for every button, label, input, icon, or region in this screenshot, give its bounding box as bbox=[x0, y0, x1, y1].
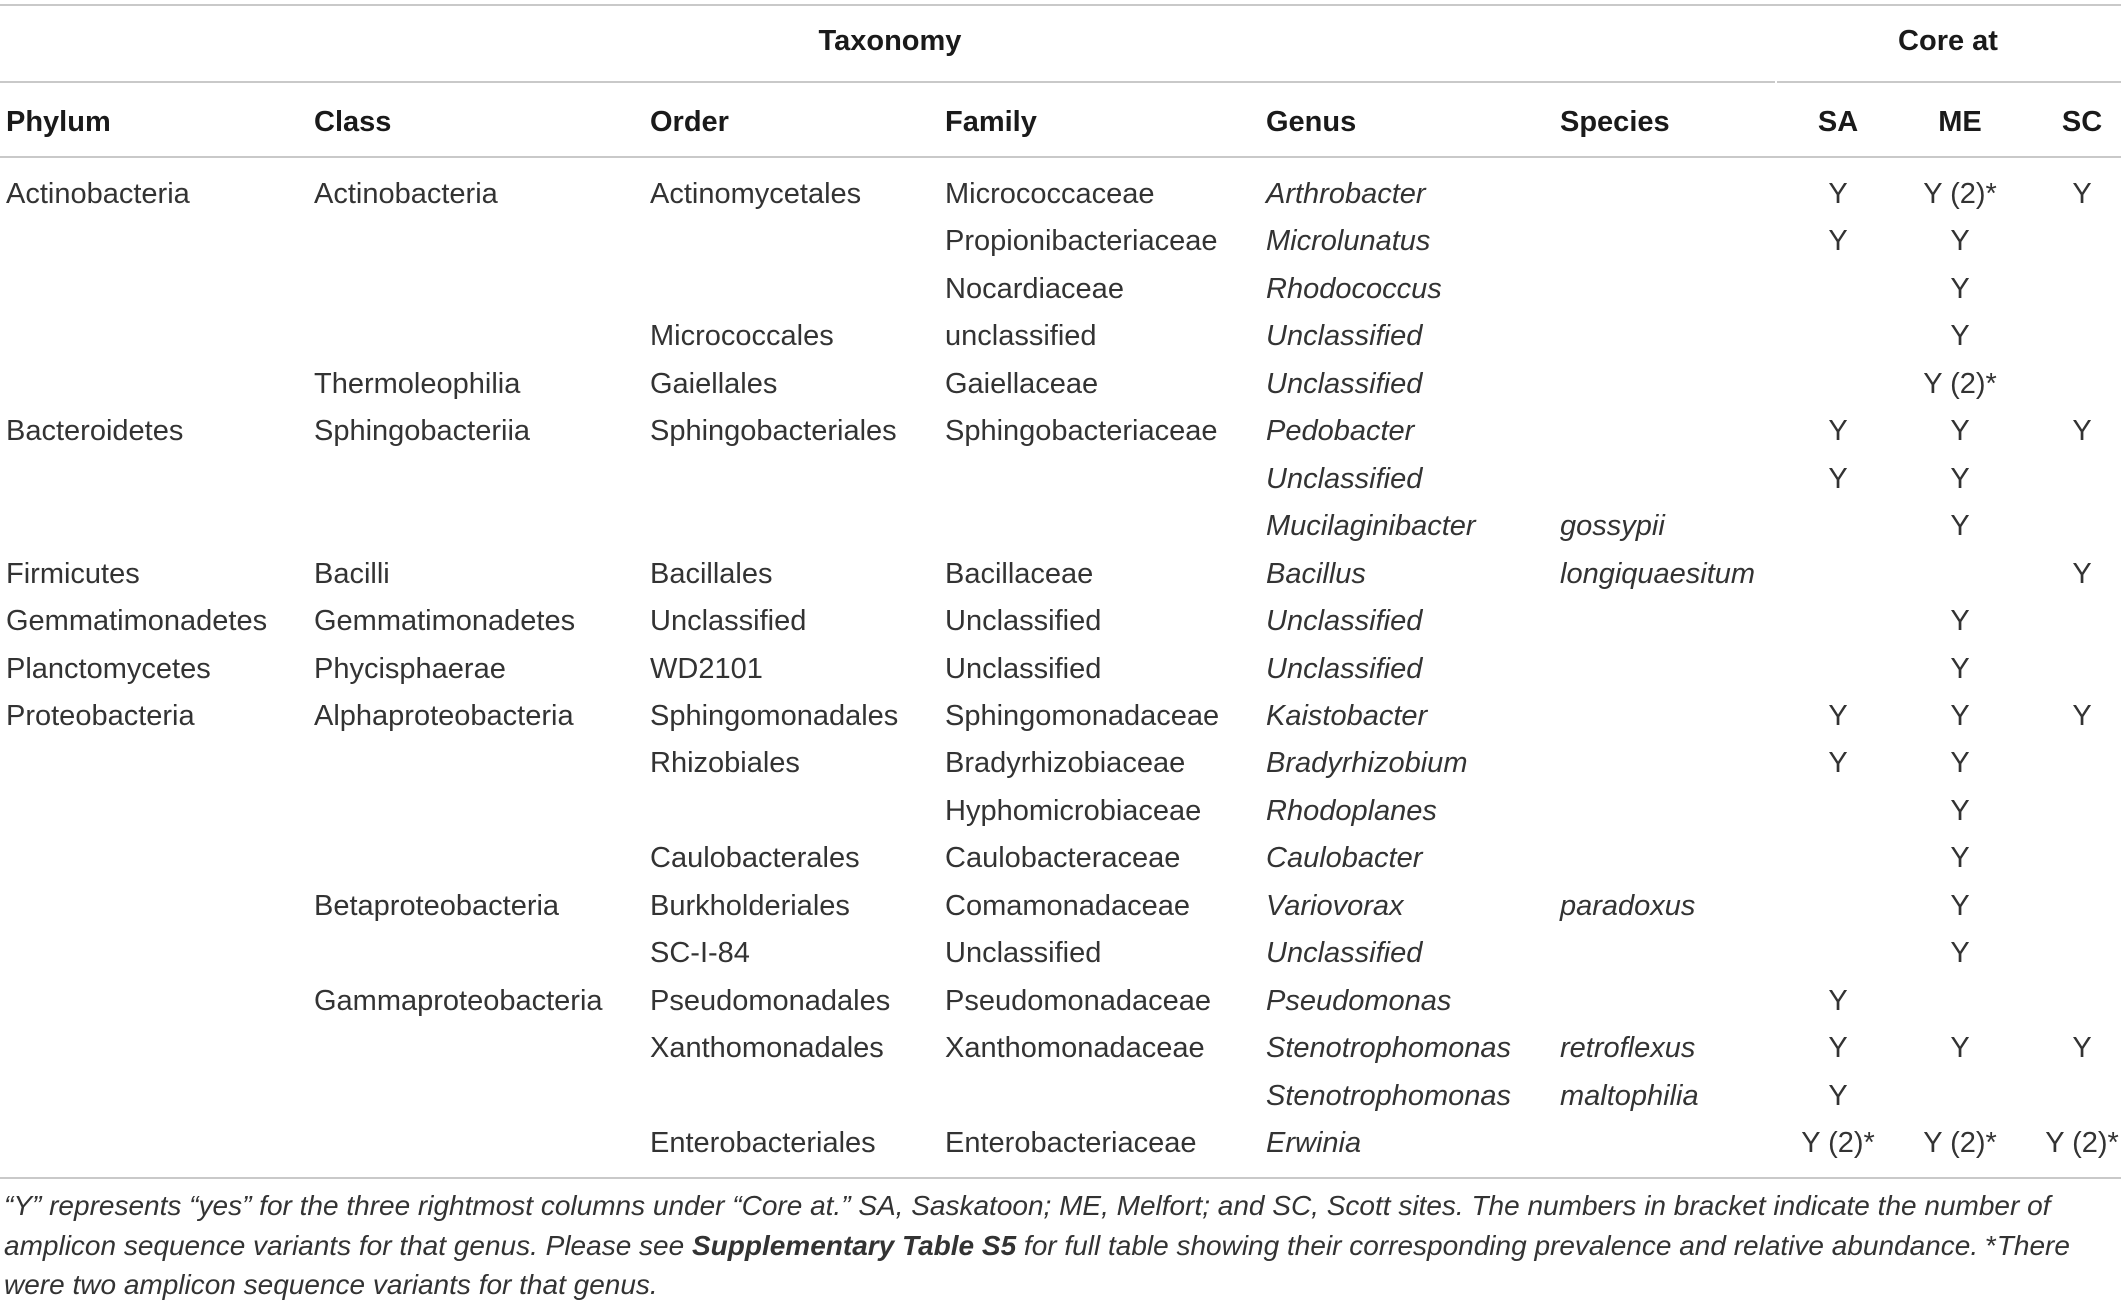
cell-me: Y (2)* bbox=[1923, 1127, 1997, 1159]
cell-sc: Y bbox=[2072, 415, 2092, 447]
cell-sc: Y bbox=[2072, 178, 2092, 210]
footnote-text-3: There were two amplicon sequence variants for that genus. bbox=[4, 1229, 2070, 1300]
column-header-sa: SA bbox=[1817, 106, 1859, 138]
cell-family: Unclassified bbox=[945, 605, 1102, 637]
cell-order: Caulobacterales bbox=[650, 842, 860, 874]
footnote-text-2: for full table showing their corresponding prevalence and relative abundance. bbox=[1016, 1229, 1986, 1261]
cell-family: Bacillaceae bbox=[945, 558, 1094, 590]
group-header-core-at: Core at bbox=[1898, 25, 1998, 57]
cell-family: Xanthomonadaceae bbox=[945, 1032, 1205, 1064]
cell-family: Pseudomonadaceae bbox=[945, 985, 1212, 1017]
cell-family: Unclassified bbox=[945, 653, 1102, 685]
cell-me: Y bbox=[1950, 842, 1970, 874]
cell-genus: Unclassified bbox=[1266, 937, 1423, 969]
cell-family: unclassified bbox=[945, 320, 1097, 352]
cell-genus: Stenotrophomonas bbox=[1266, 1080, 1512, 1112]
cell-me: Y bbox=[1950, 320, 1970, 352]
cell-genus: Unclassified bbox=[1266, 463, 1423, 495]
cell-order: Gaiellales bbox=[650, 368, 778, 400]
cell-genus: Kaistobacter bbox=[1266, 700, 1428, 732]
cell-me: Y bbox=[1950, 890, 1970, 922]
cell-sc: Y bbox=[2072, 1032, 2092, 1064]
column-header-class: Class bbox=[314, 106, 392, 138]
cell-phylum: Firmicutes bbox=[6, 558, 140, 590]
cell-family: Hyphomicrobiaceae bbox=[945, 795, 1202, 827]
cell-sa: Y bbox=[1828, 700, 1848, 732]
cell-order: Bacillales bbox=[650, 558, 773, 590]
cell-me: Y bbox=[1950, 653, 1970, 685]
column-header-sc: SC bbox=[2061, 106, 2103, 138]
cell-class: Bacilli bbox=[314, 558, 390, 590]
cell-family: Comamonadaceae bbox=[945, 890, 1191, 922]
cell-class: Actinobacteria bbox=[314, 178, 498, 210]
cell-species: paradoxus bbox=[1560, 890, 1696, 922]
cell-order: Sphingomonadales bbox=[650, 700, 899, 732]
cell-order: Sphingobacteriales bbox=[650, 415, 897, 447]
cell-me: Y bbox=[1950, 700, 1970, 732]
cell-me: Y (2)* bbox=[1923, 178, 1997, 210]
cell-genus: Unclassified bbox=[1266, 368, 1423, 400]
cell-phylum: Gemmatimonadetes bbox=[6, 605, 268, 637]
cell-me: Y bbox=[1950, 605, 1970, 637]
cell-sa: Y bbox=[1828, 1032, 1848, 1064]
footnote-text-1: “Y” represents “yes” for the three rightmost columns under “Core at.” SA, Saskatoon; ME, Melfort; and SC, Scott sites. The numbers in bracket indicate the number of amplicon sequence variants for that genus. Please see bbox=[4, 1190, 2051, 1261]
column-header-phylum: Phylum bbox=[6, 106, 111, 138]
cell-genus: Unclassified bbox=[1266, 320, 1423, 352]
cell-genus: Stenotrophomonas bbox=[1266, 1032, 1512, 1064]
cell-sa: Y bbox=[1828, 1080, 1848, 1112]
cell-genus: Mucilaginibacter bbox=[1266, 510, 1476, 542]
cell-family: Sphingobacteriaceae bbox=[945, 415, 1218, 447]
cell-sa: Y bbox=[1828, 463, 1848, 495]
footnote-asterisk: * bbox=[1985, 1229, 1997, 1261]
cell-me: Y bbox=[1950, 415, 1970, 447]
cell-sc: Y (2)* bbox=[2045, 1127, 2119, 1159]
column-header-order: Order bbox=[650, 106, 729, 138]
cell-family: Bradyrhizobiaceae bbox=[945, 747, 1186, 779]
cell-class: Gemmatimonadetes bbox=[314, 605, 576, 637]
cell-genus: Unclassified bbox=[1266, 653, 1423, 685]
cell-genus: Arthrobacter bbox=[1266, 178, 1426, 210]
cell-species: retroflexus bbox=[1560, 1032, 1696, 1064]
cell-order: WD2101 bbox=[650, 653, 763, 685]
cell-phylum: Planctomycetes bbox=[6, 653, 211, 685]
cell-sa: Y (2)* bbox=[1801, 1127, 1875, 1159]
cell-me: Y bbox=[1950, 225, 1970, 257]
top-rule bbox=[0, 4, 2121, 6]
group-header-taxonomy: Taxonomy bbox=[818, 25, 962, 57]
cell-me: Y bbox=[1950, 747, 1970, 779]
cell-species: gossypii bbox=[1560, 510, 1665, 542]
cell-sa: Y bbox=[1828, 225, 1848, 257]
cell-order: Burkholderiales bbox=[650, 890, 850, 922]
cell-class: Phycisphaerae bbox=[314, 653, 506, 685]
cell-sa: Y bbox=[1828, 415, 1848, 447]
cell-phylum: Actinobacteria bbox=[6, 178, 190, 210]
cell-sc: Y bbox=[2072, 700, 2092, 732]
column-header-species: Species bbox=[1560, 106, 1670, 138]
cell-order: Rhizobiales bbox=[650, 747, 800, 779]
cell-class: Thermoleophilia bbox=[314, 368, 521, 400]
cell-family: Sphingomonadaceae bbox=[945, 700, 1220, 732]
cell-class: Betaproteobacteria bbox=[314, 890, 560, 922]
cell-order: SC-I-84 bbox=[650, 937, 750, 969]
cell-order: Pseudomonadales bbox=[650, 985, 891, 1017]
column-header-me: ME bbox=[1938, 106, 1982, 138]
cell-order: Unclassified bbox=[650, 605, 807, 637]
cell-order: Enterobacteriales bbox=[650, 1127, 876, 1159]
cell-genus: Rhodoplanes bbox=[1266, 795, 1437, 827]
cell-me: Y bbox=[1950, 937, 1970, 969]
cell-species: maltophilia bbox=[1560, 1080, 1699, 1112]
core-at-group-rule bbox=[1777, 81, 2121, 83]
cell-genus: Pedobacter bbox=[1266, 415, 1415, 447]
cell-sa: Y bbox=[1828, 747, 1848, 779]
cell-family: Gaiellaceae bbox=[945, 368, 1099, 400]
cell-genus: Bacillus bbox=[1266, 558, 1366, 590]
cell-family: Enterobacteriaceae bbox=[945, 1127, 1197, 1159]
cell-family: Micrococcaceae bbox=[945, 178, 1155, 210]
cell-phylum: Proteobacteria bbox=[6, 700, 195, 732]
cell-genus: Unclassified bbox=[1266, 605, 1423, 637]
cell-genus: Bradyrhizobium bbox=[1266, 747, 1468, 779]
cell-genus: Pseudomonas bbox=[1266, 985, 1452, 1017]
cell-class: Gammaproteobacteria bbox=[314, 985, 603, 1017]
cell-genus: Erwinia bbox=[1266, 1127, 1362, 1159]
cell-family: Caulobacteraceae bbox=[945, 842, 1181, 874]
cell-me: Y (2)* bbox=[1923, 368, 1997, 400]
cell-order: Actinomycetales bbox=[650, 178, 862, 210]
header-rule bbox=[0, 156, 2121, 158]
cell-family: Propionibacteriaceae bbox=[945, 225, 1218, 257]
cell-genus: Microlunatus bbox=[1266, 225, 1431, 257]
cell-genus: Caulobacter bbox=[1266, 842, 1423, 874]
cell-me: Y bbox=[1950, 795, 1970, 827]
cell-sa: Y bbox=[1828, 985, 1848, 1017]
cell-class: Sphingobacteriia bbox=[314, 415, 531, 447]
cell-me: Y bbox=[1950, 1032, 1970, 1064]
column-header-family: Family bbox=[945, 106, 1037, 138]
column-header-genus: Genus bbox=[1266, 106, 1357, 138]
cell-me: Y bbox=[1950, 510, 1970, 542]
cell-me: Y bbox=[1950, 463, 1970, 495]
cell-sa: Y bbox=[1828, 178, 1848, 210]
supplementary-table-reference: Supplementary Table S5 bbox=[691, 1229, 1017, 1261]
cell-me: Y bbox=[1950, 273, 1970, 305]
taxonomy-group-rule bbox=[0, 81, 1775, 83]
cell-genus: Variovorax bbox=[1266, 890, 1404, 922]
cell-species: longiquaesitum bbox=[1560, 558, 1756, 590]
cell-order: Xanthomonadales bbox=[650, 1032, 884, 1064]
cell-family: Unclassified bbox=[945, 937, 1102, 969]
cell-class: Alphaproteobacteria bbox=[314, 700, 574, 732]
table-footnote bbox=[4, 1186, 2112, 1305]
cell-family: Nocardiaceae bbox=[945, 273, 1124, 305]
cell-order: Micrococcales bbox=[650, 320, 834, 352]
cell-phylum: Bacteroidetes bbox=[6, 415, 184, 447]
bottom-rule bbox=[0, 1177, 2121, 1179]
cell-genus: Rhodococcus bbox=[1266, 273, 1442, 305]
cell-sc: Y bbox=[2072, 558, 2092, 590]
